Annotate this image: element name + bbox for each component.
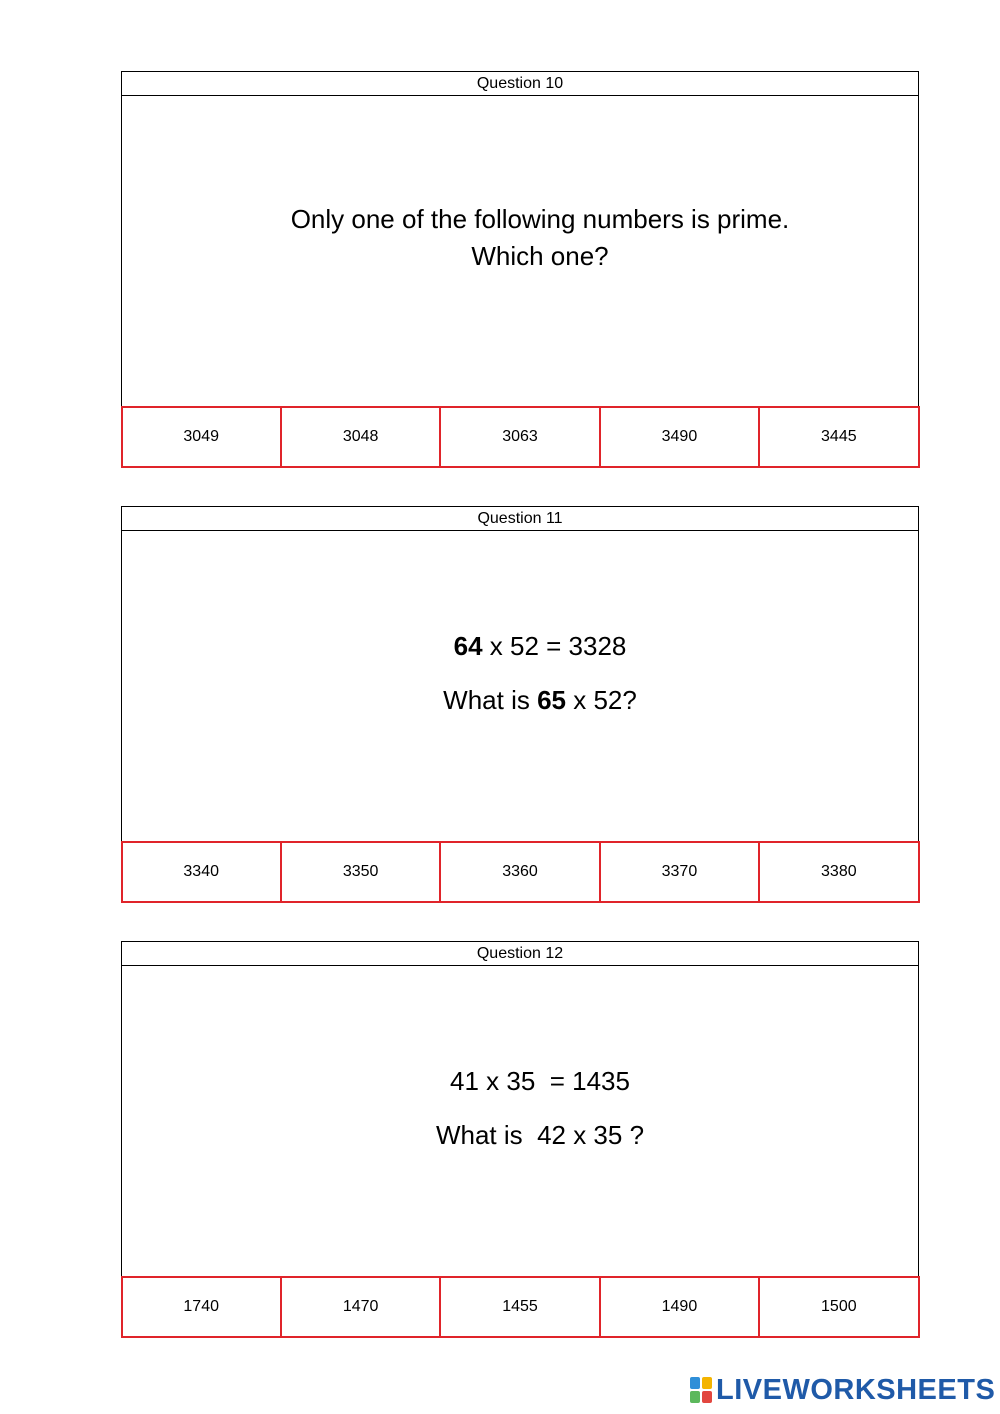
answer-option-2[interactable]: 3048 [282, 408, 441, 466]
answer-option-5[interactable]: 3445 [821, 427, 857, 445]
answer-options [121, 841, 920, 903]
prompt-text: x 52 = 3328 [482, 631, 627, 661]
answer-option-2[interactable]: 1470 [282, 1278, 441, 1336]
question-prompt [122, 531, 918, 841]
answer-option-3[interactable]: 3360 [441, 843, 600, 901]
answer-option-1[interactable]: 3340 [123, 843, 282, 901]
answer-option-4[interactable]: 1490 [601, 1278, 760, 1336]
prompt-text: 41 x 35 = 1435 [450, 1066, 630, 1096]
question-header: Question 12 [122, 942, 918, 966]
question-card-11 [121, 506, 919, 902]
prompt-line-1 [122, 1065, 918, 1097]
prompt-text: What is [443, 685, 538, 715]
answer-option-5[interactable]: 3380 [821, 862, 857, 880]
answer-options [121, 1276, 920, 1338]
prompt-line-2 [122, 1119, 918, 1151]
prompt-line-1 [122, 203, 918, 235]
question-prompt [122, 96, 918, 406]
prompt-line-1 [122, 630, 918, 662]
answer-option-2[interactable]: 3350 [282, 843, 441, 901]
question-card-12 [121, 941, 919, 1337]
prompt-text: What is 42 x 35 ? [435, 1120, 645, 1150]
liveworksheets-logo [690, 1374, 995, 1406]
prompt-text: x 52? [566, 685, 637, 715]
prompt-bold-number: 64 [453, 631, 483, 661]
prompt-text: Only one of the following numbers is prime. [290, 204, 790, 234]
answer-option-1[interactable]: 1740 [123, 1278, 282, 1336]
prompt-bold-number: 65 [537, 685, 566, 715]
answer-options [121, 406, 920, 468]
answer-option-3[interactable]: 3063 [441, 408, 600, 466]
prompt-line-2 [122, 684, 918, 716]
prompt-line-2 [122, 240, 918, 272]
question-header: Question 11 [122, 507, 918, 531]
question-header: Question 10 [122, 72, 918, 96]
question-prompt [122, 966, 918, 1276]
logo-text: LIVEWORKSHEETS [716, 1373, 996, 1406]
answer-option-4[interactable]: 3490 [601, 408, 760, 466]
logo-icon [690, 1377, 712, 1403]
answer-option-5[interactable]: 1500 [821, 1297, 857, 1315]
answer-option-3[interactable]: 1455 [441, 1278, 600, 1336]
prompt-text: Which one? [471, 241, 609, 271]
answer-option-4[interactable]: 3370 [601, 843, 760, 901]
question-card-10 [121, 71, 919, 467]
answer-option-1[interactable]: 3049 [123, 408, 282, 466]
